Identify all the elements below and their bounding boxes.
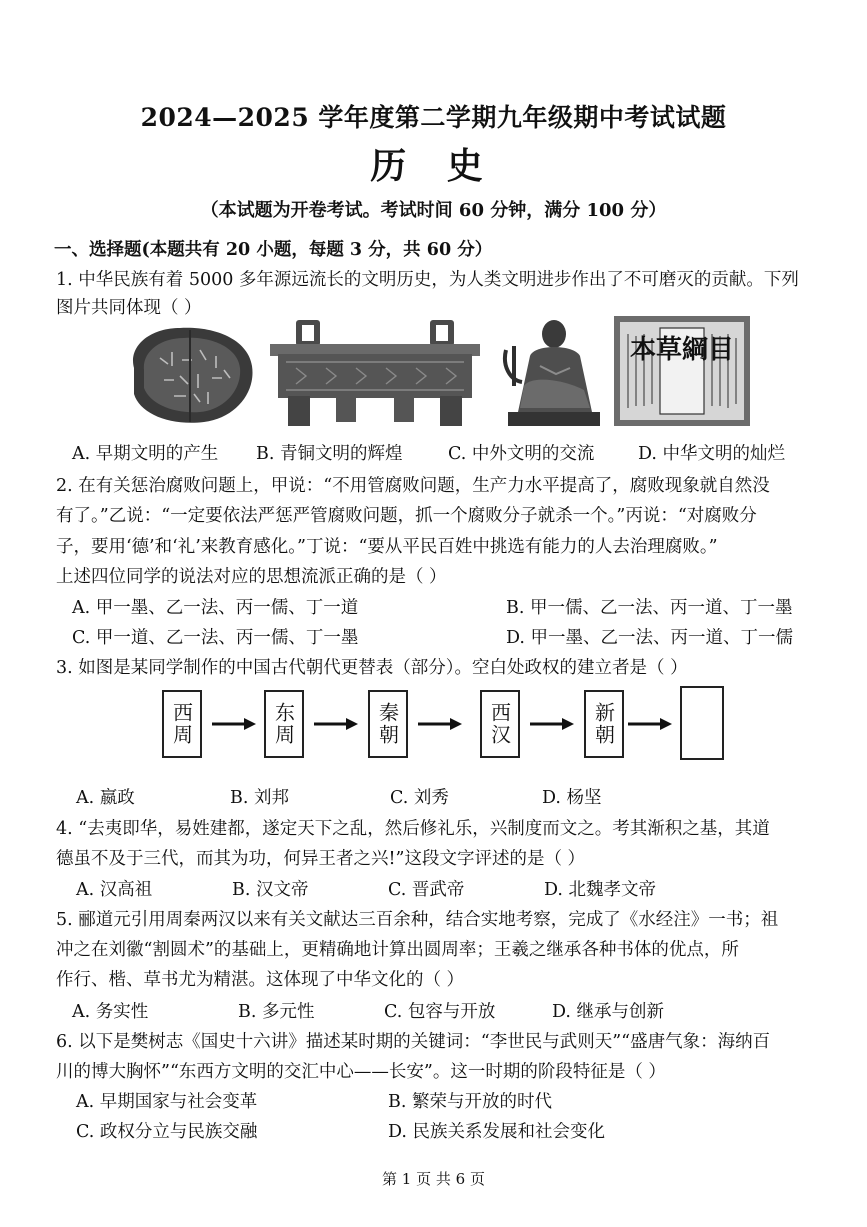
dynasty-box-5: 新朝 bbox=[584, 690, 624, 758]
q5-option-b[interactable]: B. 多元性 bbox=[238, 1002, 315, 1022]
dynasty-box-2: 东周 bbox=[264, 690, 304, 758]
dynasty-box-1: 西周 bbox=[162, 690, 202, 758]
q1-stem-line1: 1. 中华民族有着 5000 多年源远流长的文明历史，为人类文明进步作出了不可磨灭的贡献。下列 bbox=[56, 270, 799, 290]
bronze-ding-image bbox=[266, 316, 484, 428]
q3-stem-line1: 3. 如图是某同学制作的中国古代朝代更替表（部分）。空白处政权的建立者是（ ） bbox=[56, 658, 688, 678]
flow-arrow-icon bbox=[418, 716, 462, 732]
q4-option-d[interactable]: D. 北魏孝文帝 bbox=[544, 880, 657, 900]
q4-option-a[interactable]: A. 汉高祖 bbox=[76, 880, 153, 900]
q1-option-a[interactable]: A. 早期文明的产生 bbox=[72, 444, 219, 464]
flow-arrow-icon bbox=[530, 716, 574, 732]
q4-stem-line1: 4. “去夷即华，易姓建都，遂定天下之乱，然后修礼乐，兴制度而文之。考其渐积之基，其道 bbox=[56, 819, 770, 839]
q2-option-c[interactable]: C. 甲一道、乙一法、丙一儒、丁一墨 bbox=[72, 628, 359, 648]
dynasty-box-3: 秦朝 bbox=[368, 690, 408, 758]
exam-title: 2024—2025 学年度第二学期九年级期中考试试题 bbox=[140, 103, 727, 132]
q6-option-b[interactable]: B. 繁荣与开放的时代 bbox=[388, 1092, 552, 1112]
q3-option-c[interactable]: C. 刘秀 bbox=[390, 788, 449, 808]
dynasty-box-4: 西汉 bbox=[480, 690, 520, 758]
q4-stem-line2: 德虽不及于三代，而其为功，何异王者之兴!”这段文字评述的是（ ） bbox=[56, 849, 586, 869]
q5-stem-line3: 作行、楷、草书尤为精湛。这体现了中华文化的（ ） bbox=[56, 970, 465, 990]
q1-option-d[interactable]: D. 中华文明的灿烂 bbox=[638, 444, 786, 464]
section-heading: 一、选择题(本题共有 20 小题，每题 3 分，共 60 分） bbox=[54, 240, 493, 260]
q3-option-a[interactable]: A. 嬴政 bbox=[76, 788, 135, 808]
q3-option-d[interactable]: D. 杨坚 bbox=[542, 788, 602, 808]
page-footer: 第 1 页 共 6 页 bbox=[382, 1170, 485, 1188]
q6-stem-line1: 6. 以下是樊树志《国史十六讲》描述某时期的关键词：“李世民与武则天”“盛唐气象：海纳百 bbox=[56, 1032, 771, 1052]
exam-note: （本试题为开卷考试。考试时间 60 分钟，满分 100 分） bbox=[200, 200, 667, 221]
dynasty-box-blank bbox=[680, 686, 724, 760]
q6-option-d[interactable]: D. 民族关系发展和社会变化 bbox=[388, 1122, 606, 1142]
q2-stem-line2: 有了。”乙说：“一定要依法严惩严管腐败问题，抓一个腐败分子就杀一个。”丙说：“对腐败分 bbox=[56, 506, 757, 526]
oracle-bone-image bbox=[120, 322, 260, 426]
q2-stem-line4: 上述四位同学的说法对应的思想流派正确的是（ ） bbox=[56, 567, 447, 587]
q2-option-b[interactable]: B. 甲一儒、乙一法、丙一道、丁一墨 bbox=[506, 598, 793, 618]
q2-option-d[interactable]: D. 甲一墨、乙一法、丙一道、丁一儒 bbox=[506, 628, 794, 648]
book-title-text: 本草綱目 bbox=[629, 335, 735, 365]
q5-option-c[interactable]: C. 包容与开放 bbox=[384, 1002, 496, 1022]
q1-images bbox=[0, 312, 867, 432]
q3-option-b[interactable]: B. 刘邦 bbox=[230, 788, 289, 808]
flow-arrow-icon bbox=[314, 716, 358, 732]
q1-option-c[interactable]: C. 中外文明的交流 bbox=[448, 444, 595, 464]
q2-stem-line3: 子，要用‘德’和‘礼’来教育感化。”丁说：“要从平民百姓中挑选有能力的人去治理腐败。” bbox=[56, 537, 718, 557]
q5-stem-line2: 冲之在刘徽“割圆术”的基础上，更精确地计算出圆周率；王羲之继承各种书体的优点，所 bbox=[56, 940, 739, 960]
q2-option-a[interactable]: A. 甲一墨、乙一法、丙一儒、丁一道 bbox=[72, 598, 359, 618]
q1-stem-line2: 图片共同体现（ ） bbox=[56, 298, 202, 318]
q2-stem-line1: 2. 在有关惩治腐败问题上，甲说：“不用管腐败问题，生产力水平提高了，腐败现象就自然没 bbox=[56, 476, 770, 496]
flow-arrow-icon bbox=[212, 716, 256, 732]
q5-stem-line1: 5. 郦道元引用周秦两汉以来有关文献达三百余种，结合实地考察，完成了《水经注》一书；祖 bbox=[56, 910, 779, 930]
q4-option-c[interactable]: C. 晋武帝 bbox=[388, 880, 465, 900]
book-cover-image bbox=[612, 314, 752, 428]
seated-statue-image bbox=[500, 316, 604, 428]
dynasty-flowchart bbox=[0, 682, 867, 762]
q5-option-a[interactable]: A. 务实性 bbox=[72, 1002, 149, 1022]
q4-option-b[interactable]: B. 汉文帝 bbox=[232, 880, 309, 900]
q6-option-a[interactable]: A. 早期国家与社会变革 bbox=[76, 1092, 258, 1112]
q6-option-c[interactable]: C. 政权分立与民族交融 bbox=[76, 1122, 258, 1142]
subject-title: 历 史 bbox=[370, 145, 497, 187]
q1-option-b[interactable]: B. 青铜文明的辉煌 bbox=[256, 444, 403, 464]
flow-arrow-icon bbox=[628, 716, 672, 732]
q6-stem-line2: 川的博大胸怀”“东西方文明的交汇中心——长安”。这一时期的阶段特征是（ ） bbox=[56, 1062, 666, 1082]
q5-option-d[interactable]: D. 继承与创新 bbox=[552, 1002, 665, 1022]
